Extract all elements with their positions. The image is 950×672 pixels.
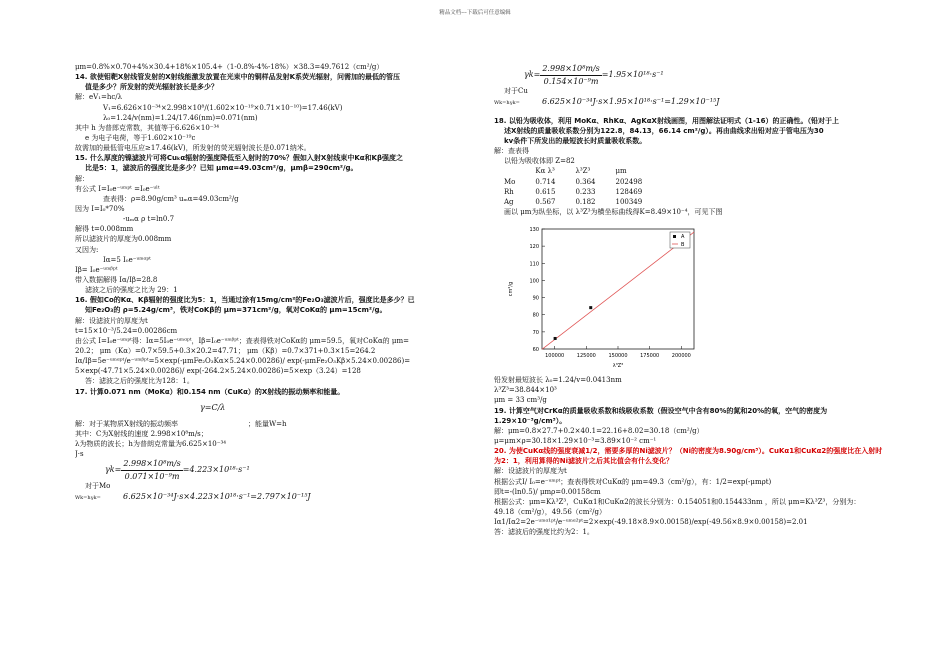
table-cell: Rh [504,187,514,196]
mo-energy-line [75,491,470,503]
x-tick-label: 175000 [640,353,660,360]
table-header-cell: Kα λ³ [535,167,555,176]
left-text-line: 解得 t=0.008mm [75,225,134,234]
left-text-line: 答：滤波之后的强度比为128：1。 [85,377,194,386]
left-text-block [75,62,470,397]
y-tick-label: 110 [529,261,539,268]
fit-line [542,232,694,349]
left-text-line: 解：eV₁=hc/λ [75,93,123,102]
legend-label-a: A [681,234,685,241]
table-header-cell [504,166,535,176]
left-text-line: μm=0.8%×0.70+4%×30.4+18%×105.4+（1-0.8%-4%-18%）×38.3=49.7612（cm²/g） [75,63,384,71]
left-text-line: 查表得：ρ=8.90g/cm³ uₘα=49.03cm²/g [103,194,239,203]
right-text-line: 根据公式I/ I₀=e⁻ᵘᵐᵖᵗ；查表得铁对CuKα的 μm=49.3（cm²/g），有：1/2=exp(-μmρt) [494,477,772,486]
left-text-line: 17. 计算0.071 nm（MoKα）和0.154 nm（CuKα）的X射线的振动频率和能量。 [75,387,345,396]
y-tick-label: 90 [532,295,539,302]
left-text-line: 其中 h 为普郎克常数，其值等于6.626×10⁻³⁴ [75,123,220,132]
table-cell: 128469 [615,187,643,196]
table-cell: 0.233 [575,187,596,196]
y-tick-label: 100 [529,278,539,285]
right-text-line: 即t=-(ln0.5)/ μmρ=0.00158cm [494,487,601,496]
table-cell: 100349 [615,197,643,206]
right-column [494,64,889,537]
cu-energy-lhs: Wk=hγk= [494,100,520,107]
left-text-line: 故需加的最低管电压应≥17.46(kV)，所发射的荧光辐射波长是0.071纳米。 [75,144,311,153]
left-text-line: 带入数据解得 Iα/Iβ=28.8 [75,275,158,284]
legend-marker-a [673,235,676,238]
absorption-chart [504,221,704,371]
q18-text-line: 18. 以铅为吸收体，利用 MoKα、RhKα、AgKαX射线画图，用图解法证明式（1-16）的正确性。（铅对于上 [494,116,839,125]
solve-line-text: 解：对于某物质X射线的振动频率 [75,419,178,428]
left-column [75,62,470,503]
mo-freq-numerator: 2.998×10⁸m/s [121,458,182,471]
left-text-line: 解： [75,174,89,183]
mo-energy-lhs: Wk=hγk= [75,495,101,502]
right-text-line: 答：滤波后的强度比约为2：1。 [494,528,594,537]
table-body [504,177,662,207]
x-tick-label: 150000 [608,353,628,360]
table-header-row [504,166,662,176]
table-cell: 0.182 [575,197,596,206]
page-header: 精品文档---下载后可任意编辑 [439,10,511,16]
right-text-line: 49.18（cm²/g），49.56（cm²/g） [494,507,606,516]
right-text-line: 铅发射最短波长 λ₀=1.24/v=0.0413nm [494,376,622,385]
table-header-cell: λ³Z³ [575,167,591,176]
right-text-line: 根据公式：μm=Kλ³Z³，CuKα1和CuKα2的波长分别为：0.154051和0.154433nm ，所以 μm=Kλ³Z³，分别为： [494,497,861,506]
legend-label-b: B [681,242,685,249]
left-text-line: λ₀=1.24/v(nm)=1.24/17.46(nm)=0.071(nm) [103,113,258,122]
cu-energy-eq: 6.625×10⁻³⁴J·s×1.95×10¹⁸·s⁻¹=1.29×10⁻¹⁵J [542,97,720,107]
cu-label: 对于Cu [504,87,528,95]
left-text-line: 5×exp(-47.71×5.24×0.00286)/ exp(-264.2×5.24×0.00286)=5×exp（3.24）=128 [75,367,361,376]
left-text-line: 又因为: [75,245,99,254]
q18-text-line: 以铅为吸收体即 Z=82 [504,157,575,166]
left-text-line: -uₘα ρ t=ln0.7 [123,215,175,224]
right-text-line: 19. 计算空气对CrKα的质量吸收系数和线吸收系数（假设空气中含有80%的氮和20%的氧，空气的密度为1.29×10⁻³g/cm³）。 [494,406,828,425]
left-text-line: 15. 什么厚度的镍滤波片可将Cuₖα辐射的强度降低至入射时的70%？假如入射X射线束中Kα和Kβ强度之 [75,154,403,163]
left-text-line: 滤波之后的强度之比为 29：1 [85,286,178,295]
mo-label: 对于Mo [85,482,111,491]
mo-freq-lhs: γk= [105,465,122,475]
mo-freq-fraction [121,458,182,482]
questions-19-20-block [494,375,889,537]
table-header-cell: μm [615,167,627,176]
mo-energy-eq: 6.625×10⁻³⁴J·s×4.223×10¹⁸·s⁻¹=2.797×10⁻¹⁵J [123,492,311,502]
y-tick-label: 130 [529,227,539,234]
mo-freq-denominator: 0.071×10⁻⁹m [124,471,180,481]
table-row [504,177,662,187]
cu-energy-line [494,96,889,108]
left-text-line: 比是5：1，滤波后的强度比是多少？已知 μmα=49.03cm²/g，μmβ=290cm²/g。 [85,164,358,173]
question-18-block [494,116,889,167]
table-cell: 0.567 [535,197,556,206]
x-tick-label: 125000 [576,353,596,360]
left-text-line: e 为电子电荷，等于1.602×10⁻¹⁹c [85,133,196,142]
x-tick-label: 100000 [545,353,565,360]
right-text-line: μ=μm×ρ=30.18×1.29×10⁻³=3.89×10⁻² cm⁻¹ [494,436,657,445]
right-text-line: μm = 33 cm³/g [494,396,547,405]
cu-freq-fraction [540,63,601,87]
solve-line [75,419,470,429]
y-tick-label: 70 [532,329,539,336]
left-text-line: Iα/Iβ=5e⁻ᵘᵐᵅᵖᵗ/e⁻ᵘᵐᵝᵖᵗ=5×exp(-μmFe₂O₃Kα×5.24×0.00286)/ exp(-μmFe₂O₃Kβ×5.24×0.00286)= [75,357,411,366]
left-text-line: 解：设滤波片的厚度为t [75,316,148,325]
y-tick-label: 60 [532,347,539,354]
cu-freq-lhs: γk= [524,70,541,80]
constants-line-a: 其中：C为X射线的速度 2.998×10⁸m/s； [75,429,208,438]
cu-freq-rhs: =1.95×10¹⁸·s⁻¹ [601,70,664,80]
y-tick-label: 80 [532,312,539,319]
right-text-line: 解：设滤波片的厚度为t [494,467,567,476]
left-text-line: 16. 假如Co的Kα、Kβ辐射的强度比为5：1，当通过涂有15mg/cm²的Fe₂O₃滤波片后，强度比是多少？已 [75,296,415,305]
legend-box [670,232,690,248]
left-text-line: 14. 欲使钼靶X射线管发射的X射线能激发放置在光束中的铜样品发射K系荧光辐射，问需加的最低的管压 [75,73,401,82]
cu-frequency-eq [494,64,889,86]
q18-text-line: 述X射线的质量吸收系数分别为122.8，84.13，66.14 cm²/g）。再由曲线求出铅对应于管电压为30 [504,126,824,135]
left-text-line: 知Fe₂O₃的 ρ=5.24g/cm³，铁对CoKβ的 μm=371cm²/g，氧对CoKα的 μm=15cm²/g。 [85,306,387,315]
x-axis-label: λ³Z³ [612,363,624,370]
table-cell: 0.364 [575,177,596,186]
table-row [504,197,662,207]
constants-line-b: λ为物质的波长；h为普朗克常量为6.625×10⁻³⁴ [75,439,227,448]
left-text-line: 因为 I=I₀*70% [75,204,125,213]
cu-freq-denominator: 0.154×10⁻⁹m [543,76,599,86]
table-note: 画以 μm为纵坐标，以 λ³Z³为横坐标曲线得K=8.49×10⁻⁴，可见下图 [504,208,723,216]
left-text-line: 值是多少？所发射的荧光辐射波长是多少？ [85,83,218,92]
left-text-line: t=15×10⁻³/5.24=0.00286cm [75,326,178,335]
table-cell: Mo [504,177,516,186]
absorption-table [504,166,662,207]
table-cell: 202498 [615,177,643,186]
frequency-formula-text: γ=C/λ [200,402,226,412]
table-cell: 0.615 [535,187,556,196]
chart-svg [504,221,704,371]
unit-j: J·s [75,450,84,459]
right-text-line: 20. 为使CuKα线的强度衰减1/2，需要多厚的Ni滤波片？（Ni的密度为8.90g/cm³）。CuKα1和CuKα2的强度比在入射时为2：1，利用算得的Ni滤波片之后其比值会有什么变化？ [494,447,883,466]
left-text-line: 有公式 I=I₀e⁻ᵘᵐᵖᵗ =I₀e⁻ᵘˡᵗ [75,184,160,193]
y-tick-label: 120 [529,244,539,251]
left-text-line: Iα=5 I₀e⁻ᵘᵐᵅᵖᵗ [103,255,151,264]
left-text-line: 由公式 I=I₀e⁻ᵘᵐᵖᵗ得：Iα=5I₀e⁻ᵘᵐᵅᵖᵗ，Iβ=I₀e⁻ᵘᵐᵝᵖᵗ；查表得铁对CoKα的 μm=59.5，氧对CoKα的 μm= [75,336,409,345]
left-text-line: 所以滤波片的厚度为0.008mm [75,235,172,244]
data-point [554,337,557,340]
data-point [589,306,592,309]
right-text-line: 解：μm=0.8×27.7+0.2×40.1=22.16+8.02=30.18（cm²/g） [494,426,704,435]
solve-line-energy: ；能量W=h [247,419,287,428]
right-text-line: λ³Z³=38.844×10³ [494,386,557,395]
table-row [504,187,662,197]
table-cell: Ag [504,197,514,206]
table-cell: 0.714 [535,177,556,186]
q18-text-line: kv条件下所发出的最短波长时质量吸收系数。 [504,137,647,146]
mo-freq-rhs: =4.223×10¹⁸·s⁻¹ [182,465,250,475]
frequency-formula [75,397,470,419]
mo-frequency-eq [75,459,470,481]
y-axis-label: cm²/g [508,281,514,297]
left-text-line: 20.2； μm（Kα）=0.7×59.5+0.3×20.2=47.71； μm（Kβ）=0.7×371+0.3×15=264.2 [75,346,376,355]
left-text-line: Iβ= I₀e⁻ᵘᵐᵝᵖᵗ [75,265,118,274]
left-text-line: V₁=6.626×10⁻³⁴×2.998×10⁸/(1.602×10⁻¹⁹×0.71×10⁻¹⁰)=17.46(kV) [103,103,343,112]
cu-freq-numerator: 2.998×10⁸m/s [540,63,601,76]
right-text-line: Iα1/Iα2=2e⁻ᵘᵐᵅ¹ᵖᵗ/e⁻ᵘᵐᵅ²ᵖᵗ=2×exp(-49.18×8.9×0.00158)/exp(-49.56×8.9×0.00158)=2.01 [494,518,808,527]
q18-text-line: 解：查表得 [494,147,529,156]
x-tick-label: 200000 [671,353,691,360]
